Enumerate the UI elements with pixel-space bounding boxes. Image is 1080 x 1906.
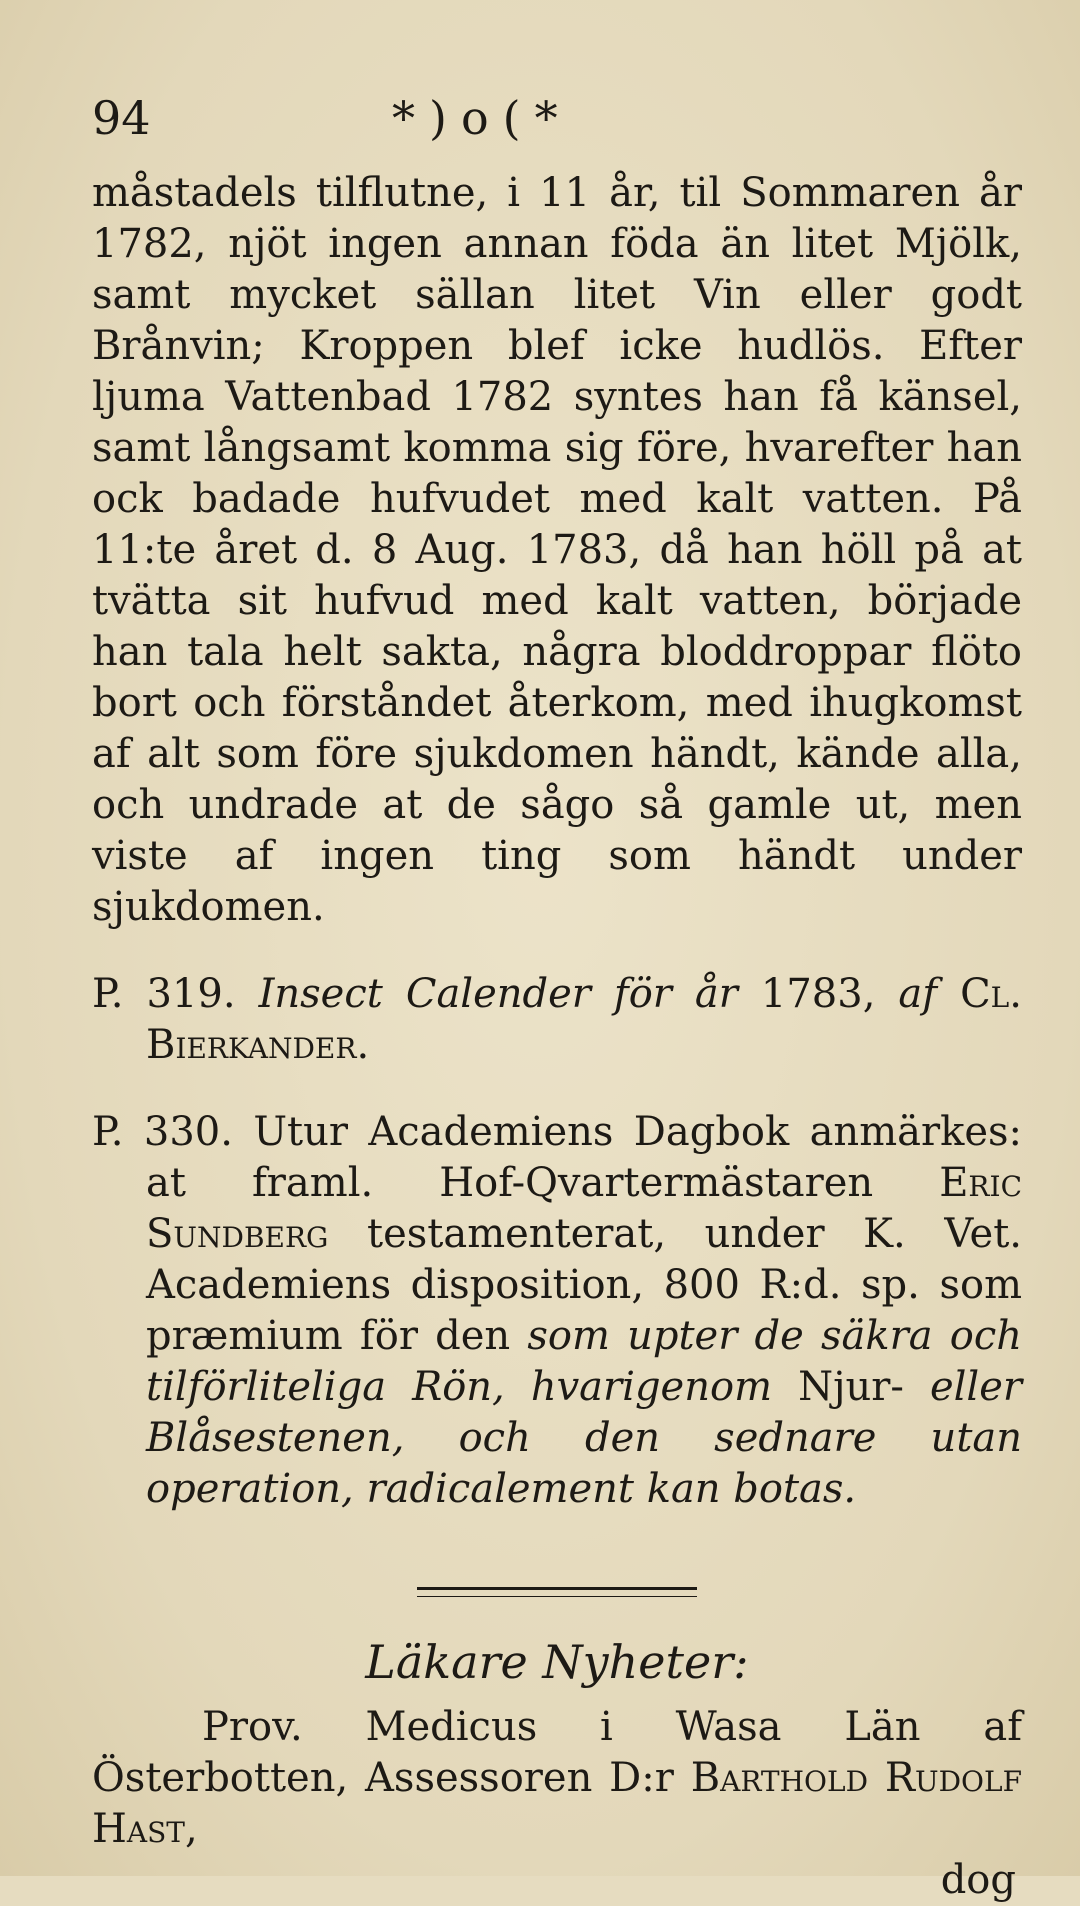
entry-reference: P. 319. [92,971,236,1017]
page-number: 94 [92,91,151,145]
entry-text: Njur- [798,1364,904,1410]
entry-italic-text: som upter de säkra och tilförliteliga Rön, hvarigenom [146,1313,1023,1410]
page-body [92,168,1022,1906]
running-header [92,88,992,148]
entry-reference: P. 330. [92,1109,233,1155]
continued-paragraph: måstadels tilflutne, i 11 år, til Sommaren år 1782, njöt ingen annan föda än litet Mjölk, samt mycket sällan litet Vin eller godt Brånvin; Kroppen blef icke hudlös. Efter ljuma Vattenbad 1782 syntes han få känsel, samt långsamt komma sig före, hvarefter han ock badade hufvudet med kalt vatten. På 11:te året d. 8 Aug. 1783, då han höll på at tvätta sit hufvud med kalt vatten, började han tala helt sakta, några bloddroppar flöto bort och förståndet återkom, med ihugkomst af alt som före sjukdomen händt, kände alla, och undrade at de sågo så gamle ut, men viste af ingen ting som händt under sjukdomen. [92,170,1022,930]
header-ornament: *)o(* [392,91,572,145]
news-paragraph [92,1702,1022,1855]
entry-text: Utur Academiens Dagbok anmärkes: at framl. Hof-Qvartermästaren [146,1109,1023,1206]
news-text: Prov. Medicus i Wasa Län af Österbotten, Assessoren D:r [92,1704,1022,1801]
entry-af: af [898,971,938,1017]
person-name: Barthold Rudolf Hast, [92,1755,1023,1852]
entry-p319 [92,969,1022,1071]
catchword: dog [940,1857,1016,1903]
entry-text: testamenterat, under K. Vet. Academiens disposition, 800 R:d. sp. som præmium för den [146,1211,1022,1359]
entry-title: Insect Calender för år [258,971,738,1017]
entry-italic-text: eller Blåsestenen, och den sednare utan operation, radicalement kan botas. [146,1364,1022,1512]
person-name: Eric Sundberg [146,1160,1022,1257]
entry-year: 1783, [760,971,876,1017]
entry-author: Cl. Bierkander. [146,971,1022,1068]
section-divider [417,1587,697,1597]
section-heading: Läkare Nyheter: [365,1635,749,1689]
entry-p330 [92,1107,1022,1515]
